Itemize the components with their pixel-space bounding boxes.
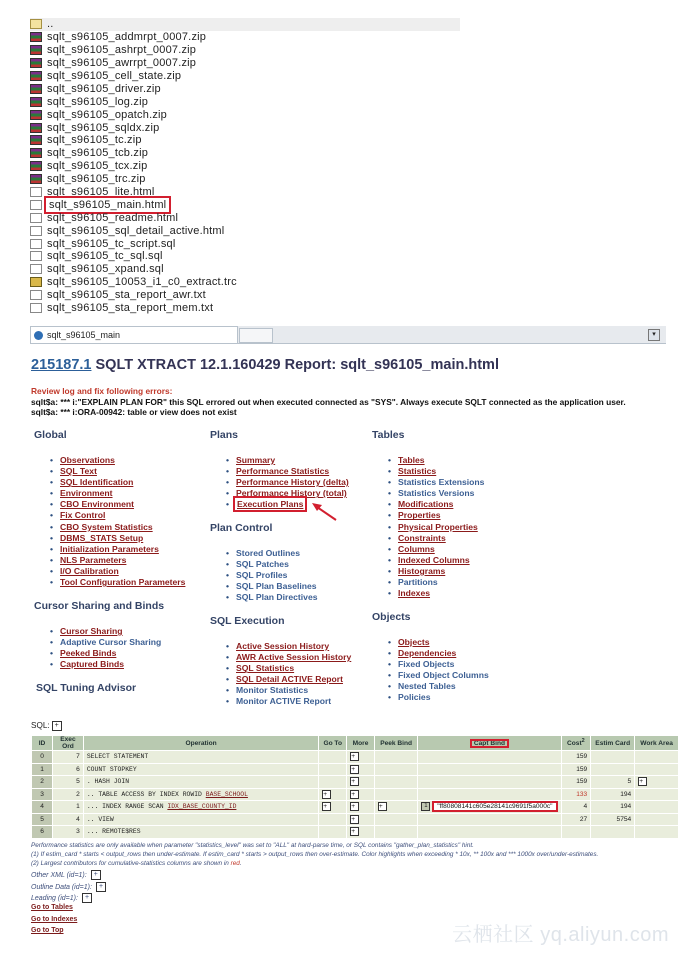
sql-file-icon bbox=[30, 239, 42, 249]
txt-file-icon bbox=[30, 290, 42, 300]
report-nav-link: • SQL Plan Baselines bbox=[236, 581, 318, 592]
report-nav-link[interactable]: • Statistics bbox=[398, 466, 484, 477]
expand-icon[interactable]: + bbox=[350, 815, 359, 824]
zip-file-icon bbox=[30, 123, 42, 133]
file-name: sqlt_s96105_10053_i1_c0_extract.trc bbox=[47, 276, 237, 289]
report-nav-link[interactable]: • Captured Binds bbox=[60, 659, 164, 670]
file-name: sqlt_s96105_tcx.zip bbox=[47, 160, 148, 173]
more-cell bbox=[347, 751, 375, 764]
report-nav-link[interactable]: • Dependencies bbox=[398, 648, 489, 659]
file-row[interactable] bbox=[30, 31, 460, 44]
plan-id-cell: 2 bbox=[32, 776, 53, 789]
report-nav-link: • Monitor Statistics bbox=[236, 685, 351, 696]
file-name: sqlt_s96105_addmrpt_0007.zip bbox=[47, 31, 207, 44]
capt-bind-cell bbox=[418, 826, 561, 839]
leading-row: Leading (id=1): + bbox=[31, 893, 106, 905]
zip-file-icon bbox=[30, 32, 42, 42]
more-cell bbox=[347, 776, 375, 789]
file-name: sqlt_s96105_sql_detail_active.html bbox=[47, 224, 225, 237]
html-file-icon bbox=[30, 226, 42, 236]
report-nav-link: • Policies bbox=[398, 692, 489, 703]
doc-id-link[interactable]: 215187.1 bbox=[31, 357, 92, 373]
file-row[interactable] bbox=[30, 57, 460, 70]
operation-cell: .. VIEW bbox=[83, 813, 318, 826]
exec-order-cell: 5 bbox=[53, 776, 84, 789]
zip-file-icon bbox=[30, 110, 42, 120]
table-row bbox=[32, 763, 679, 776]
capt-bind-cell bbox=[418, 813, 561, 826]
file-row[interactable] bbox=[30, 18, 460, 31]
file-name: sqlt_s96105_tc.zip bbox=[47, 134, 142, 147]
report-nav-link: • SQL Patches bbox=[236, 559, 318, 570]
tables-section bbox=[372, 429, 484, 599]
zip-file-icon bbox=[30, 84, 42, 94]
operation-cell: SELECT STATEMENT bbox=[83, 751, 318, 764]
sql-file-icon bbox=[30, 251, 42, 261]
work-area-cell bbox=[635, 826, 679, 839]
sql-label: SQL: bbox=[31, 721, 50, 731]
report-nav-link[interactable]: • Constraints bbox=[398, 533, 484, 544]
file-row[interactable] bbox=[30, 237, 460, 250]
report-nav-link: • Fixed Object Columns bbox=[398, 670, 489, 681]
zip-file-icon bbox=[30, 161, 42, 171]
goto-indexes-link[interactable]: Go to Indexes bbox=[31, 915, 78, 923]
annotation-arrow-icon bbox=[310, 500, 338, 522]
column-header: Operation bbox=[83, 736, 318, 751]
file-name: sqlt_s96105_tc_sql.sql bbox=[47, 250, 163, 263]
expand-icon[interactable]: + bbox=[350, 790, 359, 799]
file-name: sqlt_s96105_opatch.zip bbox=[47, 108, 167, 121]
estim-card-cell: 5 bbox=[591, 776, 635, 789]
file-row[interactable] bbox=[30, 263, 460, 276]
report-nav-link[interactable]: • SQL Identification bbox=[60, 477, 185, 488]
table-row bbox=[32, 801, 679, 814]
report-nav-link: • Adaptive Cursor Sharing bbox=[60, 637, 164, 648]
report-nav-link[interactable]: • Histograms bbox=[398, 566, 484, 577]
zip-file-icon bbox=[30, 174, 42, 184]
table-row bbox=[32, 751, 679, 764]
estim-card-cell bbox=[591, 751, 635, 764]
sql-label-row bbox=[31, 721, 62, 731]
zip-file-icon bbox=[30, 148, 42, 158]
error-line: sqlt$a: *** i:"EXPLAIN PLAN FOR" this SQL errored out when executed connected as "SYS". Always execute SQLT connected as the application user. bbox=[31, 396, 626, 407]
objects-section bbox=[372, 611, 489, 704]
file-row[interactable] bbox=[30, 134, 460, 147]
cost-cell: 159 bbox=[561, 763, 591, 776]
file-row[interactable] bbox=[30, 198, 460, 211]
report-nav-link[interactable]: • Objects bbox=[398, 637, 489, 648]
peek-bind-cell bbox=[374, 813, 417, 826]
peek-bind-cell bbox=[374, 751, 417, 764]
capt-bind-cell bbox=[418, 788, 561, 801]
sql-execution-section bbox=[210, 615, 351, 708]
report-nav-link[interactable]: • Fix Control bbox=[60, 510, 185, 521]
file-name: sqlt_s96105_main.html bbox=[49, 198, 167, 211]
file-row[interactable] bbox=[30, 289, 460, 302]
expand-icon[interactable]: + bbox=[82, 893, 92, 903]
report-nav-link[interactable]: • CBO System Statistics bbox=[60, 522, 185, 533]
more-cell bbox=[347, 763, 375, 776]
file-row[interactable] bbox=[30, 121, 460, 134]
file-row[interactable] bbox=[30, 276, 460, 289]
expand-icon[interactable]: + bbox=[350, 802, 359, 811]
cursor-section bbox=[34, 600, 164, 670]
peek-bind-cell bbox=[374, 776, 417, 789]
file-row[interactable] bbox=[30, 173, 460, 186]
file-name: sqlt_s96105_sta_report_awr.txt bbox=[47, 289, 206, 302]
cost-cell: 4 bbox=[561, 801, 591, 814]
goto-top-link[interactable]: Go to Top bbox=[31, 927, 64, 934]
new-tab-button[interactable] bbox=[239, 328, 273, 343]
plan-id-cell: 3 bbox=[32, 788, 53, 801]
peek-bind-cell bbox=[374, 801, 417, 814]
column-header: Capt Bind bbox=[418, 736, 561, 751]
plan-control-list bbox=[210, 548, 318, 603]
file-row[interactable] bbox=[30, 70, 460, 83]
report-title-text: SQLT XTRACT 12.1.160429 Report: sqlt_s96105_main.html bbox=[91, 357, 499, 373]
execution-plan-table bbox=[31, 735, 679, 839]
capt-bind-cell bbox=[418, 801, 561, 814]
file-name: sqlt_s96105_tcb.zip bbox=[47, 147, 149, 160]
work-area-cell bbox=[635, 751, 679, 764]
expand-icon[interactable]: + bbox=[322, 790, 331, 799]
expand-icon[interactable]: + bbox=[350, 765, 359, 774]
section-title: Global bbox=[34, 429, 67, 441]
global-list bbox=[34, 455, 185, 588]
exec-order-cell: 6 bbox=[53, 763, 84, 776]
txt-file-icon bbox=[30, 303, 42, 313]
report-nav-link[interactable]: • Physical Properties bbox=[398, 522, 484, 533]
file-row[interactable] bbox=[30, 302, 460, 315]
capt-bind-cell bbox=[418, 751, 561, 764]
html-file-icon bbox=[30, 200, 42, 210]
outline-data-row: Outline Data (id=1): + bbox=[31, 882, 106, 894]
file-row[interactable] bbox=[30, 160, 460, 173]
file-name: sqlt_s96105_cell_state.zip bbox=[47, 70, 182, 82]
note-line: (1) If estim_card * starts < output_rows then under-estimate. If estim_card * starts > output_rows then over-estimate. Color highlights when exceeding * 10x, ** 100x and *** 1000x over/under-estimates. bbox=[31, 851, 599, 858]
report-nav-link[interactable]: • SQL Detail ACTIVE Report bbox=[236, 674, 351, 685]
expand-icon[interactable]: + bbox=[96, 882, 106, 892]
file-row[interactable] bbox=[30, 250, 460, 263]
report-nav-link: • Statistics Extensions bbox=[398, 477, 484, 488]
operation-cell: ... INDEX RANGE SCAN IDX_BASE_COUNTY_ID bbox=[83, 801, 318, 814]
table-row bbox=[32, 813, 679, 826]
work-area-cell bbox=[635, 776, 679, 789]
section-title: Cursor Sharing and Binds bbox=[34, 600, 165, 612]
column-header: ID bbox=[32, 736, 53, 751]
report-nav-link[interactable]: • I/O Calibration bbox=[60, 566, 185, 577]
file-name: sqlt_s96105_log.zip bbox=[47, 95, 149, 108]
bind-position: 1 bbox=[421, 802, 430, 811]
report-nav-link[interactable]: • DBMS_STATS Setup bbox=[60, 533, 185, 544]
plan-notes bbox=[31, 841, 671, 868]
peek-bind-cell bbox=[374, 826, 417, 839]
goto-cell bbox=[319, 813, 347, 826]
note-line: (2) Largest contributors for cumulative-statistics columns are shown in red. bbox=[31, 860, 242, 867]
file-name: sqlt_s96105_sqldx.zip bbox=[47, 121, 160, 134]
cost-cell: 27 bbox=[561, 813, 591, 826]
goto-links bbox=[31, 902, 77, 937]
goto-cell bbox=[319, 801, 347, 814]
sql-file-icon bbox=[30, 264, 42, 274]
report-nav-link[interactable]: • Observations bbox=[60, 455, 185, 466]
section-title: Plans bbox=[210, 429, 239, 441]
cost-cell: 159 bbox=[561, 751, 591, 764]
report-nav-link[interactable]: • Properties bbox=[398, 510, 484, 521]
report-nav-link[interactable]: • Cursor Sharing bbox=[60, 626, 164, 637]
file-name: sqlt_s96105_ashrpt_0007.zip bbox=[47, 44, 197, 57]
column-header: Exec Ord bbox=[53, 736, 84, 751]
table-row bbox=[32, 776, 679, 789]
section-title: SQL Execution bbox=[210, 615, 285, 627]
operation-cell: ... REMOTE$RES bbox=[83, 826, 318, 839]
report-nav-link[interactable]: • Execution Plans bbox=[236, 499, 349, 510]
trc-file-icon bbox=[30, 277, 42, 287]
goto-cell bbox=[319, 751, 347, 764]
capt-bind-cell bbox=[418, 763, 561, 776]
report-nav-link: • SQL Profiles bbox=[236, 570, 318, 581]
file-name: sqlt_s96105_lite.html bbox=[47, 186, 155, 199]
report-nav-link[interactable]: • Environment bbox=[60, 488, 185, 499]
estim-card-cell bbox=[591, 826, 635, 839]
file-row[interactable] bbox=[30, 186, 460, 199]
report-nav-link[interactable]: • Peeked Binds bbox=[60, 648, 164, 659]
expand-icon[interactable]: + bbox=[322, 802, 331, 811]
exec-order-cell: 7 bbox=[53, 751, 84, 764]
report-nav-link: • Nested Tables bbox=[398, 681, 489, 692]
report-nav-link[interactable]: • Performance History (delta) bbox=[236, 477, 349, 488]
report-nav-link[interactable]: • Performance History (total) bbox=[236, 488, 349, 499]
estim-card-cell: 194 bbox=[591, 801, 635, 814]
expand-icon[interactable]: + bbox=[378, 802, 387, 811]
capt-bind-cell bbox=[418, 776, 561, 789]
exec-order-cell: 3 bbox=[53, 826, 84, 839]
expand-icon[interactable]: + bbox=[350, 827, 359, 836]
file-name: sqlt_s96105_xpand.sql bbox=[47, 263, 164, 276]
zip-file-icon bbox=[30, 45, 42, 55]
plan-control-section bbox=[210, 522, 318, 603]
plan-id-cell: 6 bbox=[32, 826, 53, 839]
report-nav-link[interactable]: • SQL Text bbox=[60, 466, 185, 477]
more-cell bbox=[347, 801, 375, 814]
other-xml-row: Other XML (id=1): + bbox=[31, 870, 106, 882]
table-row bbox=[32, 788, 679, 801]
file-name: .. bbox=[47, 18, 54, 31]
file-row[interactable] bbox=[30, 224, 460, 237]
work-area-cell bbox=[635, 813, 679, 826]
goto-tables-link[interactable]: Go to Tables bbox=[31, 904, 73, 911]
report-nav-link: • Stored Outlines bbox=[236, 548, 318, 559]
file-row[interactable] bbox=[30, 147, 460, 160]
column-header: Go To bbox=[319, 736, 347, 751]
report-nav-link: • Statistics Versions bbox=[398, 488, 484, 499]
zip-file-icon bbox=[30, 58, 42, 68]
file-name: sqlt_s96105_awrrpt_0007.zip bbox=[47, 57, 197, 70]
zip-file-icon bbox=[30, 97, 42, 107]
goto-cell bbox=[319, 788, 347, 801]
cost-cell: 159 bbox=[561, 776, 591, 789]
file-row[interactable] bbox=[30, 82, 460, 95]
column-header: Peek Bind bbox=[374, 736, 417, 751]
sql-execution-list bbox=[210, 641, 351, 708]
exec-order-cell: 1 bbox=[53, 801, 84, 814]
report-nav-link: • Partitions bbox=[398, 577, 484, 588]
ie-page-icon bbox=[34, 331, 43, 340]
note-line: Performance statistics are only available when parameter "statistics_level" was set to "ALL" at hard-parse time, or SQL contains "gather_plan_statistics" hint. bbox=[31, 842, 474, 849]
report-nav-link[interactable]: • Tables bbox=[398, 455, 484, 466]
tuning-section bbox=[36, 682, 136, 694]
work-area-cell bbox=[635, 788, 679, 801]
expand-icon[interactable]: + bbox=[350, 777, 359, 786]
html-file-icon bbox=[30, 187, 42, 197]
expand-icon[interactable]: + bbox=[91, 870, 101, 880]
plan-id-cell: 1 bbox=[32, 763, 53, 776]
expand-icon[interactable]: + bbox=[638, 777, 647, 786]
plan-id-cell: 4 bbox=[32, 801, 53, 814]
peek-bind-cell bbox=[374, 788, 417, 801]
goto-cell bbox=[319, 776, 347, 789]
report-nav-link[interactable]: • Initialization Parameters bbox=[60, 544, 185, 555]
tab-tools-icon[interactable]: ▾ bbox=[648, 329, 660, 341]
browser-tab-strip bbox=[30, 326, 666, 344]
plans-section bbox=[210, 429, 349, 510]
report-nav-link[interactable]: • Indexes bbox=[398, 588, 484, 599]
column-header: Estim Card bbox=[591, 736, 635, 751]
work-area-cell bbox=[635, 801, 679, 814]
file-list bbox=[30, 18, 460, 314]
file-name: sqlt_s96105_driver.zip bbox=[47, 82, 161, 95]
report-title bbox=[31, 357, 499, 373]
cursor-list bbox=[34, 626, 164, 670]
report-nav-link: • Fixed Objects bbox=[398, 659, 489, 670]
section-title: SQL Tuning Advisor bbox=[36, 682, 137, 694]
expand-icon[interactable]: + bbox=[52, 721, 62, 731]
work-area-cell bbox=[635, 763, 679, 776]
captured-bind-value: "ff80808141c605e28141c9691f5a000c" bbox=[432, 801, 557, 812]
zip-file-icon bbox=[30, 135, 42, 145]
estim-card-cell: 194 bbox=[591, 788, 635, 801]
error-panel bbox=[31, 386, 626, 418]
file-row[interactable] bbox=[30, 108, 460, 121]
goto-cell bbox=[319, 763, 347, 776]
report-nav-link[interactable]: • Columns bbox=[398, 544, 484, 555]
report-nav-link[interactable]: • Modifications bbox=[398, 499, 484, 510]
tab-title: sqlt_s96105_main bbox=[47, 330, 121, 340]
goto-cell bbox=[319, 826, 347, 839]
report-nav-link: • Monitor ACTIVE Report bbox=[236, 696, 351, 707]
report-nav-link[interactable]: • CBO Environment bbox=[60, 499, 185, 510]
file-row[interactable] bbox=[30, 211, 460, 224]
zip-file-icon bbox=[30, 71, 42, 81]
report-nav-link[interactable]: • AWR Active Session History bbox=[236, 652, 351, 663]
cost-cell bbox=[561, 826, 591, 839]
column-header: More bbox=[347, 736, 375, 751]
section-title: Objects bbox=[372, 611, 411, 623]
errors-title: Review log and fix following errors: bbox=[31, 386, 173, 396]
file-row[interactable] bbox=[30, 95, 460, 108]
report-nav-link[interactable]: • Summary bbox=[236, 455, 349, 466]
estim-card-cell: 5754 bbox=[591, 813, 635, 826]
report-nav-link[interactable]: • NLS Parameters bbox=[60, 555, 185, 566]
operation-cell: COUNT STOPKEY bbox=[83, 763, 318, 776]
table-row bbox=[32, 826, 679, 839]
estim-card-cell bbox=[591, 763, 635, 776]
objects-list bbox=[372, 637, 489, 704]
report-nav-link: • SQL Plan Directives bbox=[236, 592, 318, 603]
column-header: Work Area bbox=[635, 736, 679, 751]
watermark: 云栖社区 yq.aliyun.com bbox=[452, 924, 669, 946]
peek-bind-cell bbox=[374, 763, 417, 776]
html-file-icon bbox=[30, 213, 42, 223]
cost-cell: 133 bbox=[561, 788, 591, 801]
plan-extras bbox=[31, 870, 106, 905]
up-file-icon bbox=[30, 19, 42, 29]
plan-id-cell: 5 bbox=[32, 813, 53, 826]
exec-order-cell: 2 bbox=[53, 788, 84, 801]
tables-list bbox=[372, 455, 484, 599]
column-header: Cost$^2$ bbox=[561, 736, 591, 751]
report-nav-link[interactable]: • Tool Configuration Parameters bbox=[60, 577, 185, 588]
report-nav-link[interactable]: • Indexed Columns bbox=[398, 555, 484, 566]
plan-id-cell: 0 bbox=[32, 751, 53, 764]
report-nav-link[interactable]: • Performance Statistics bbox=[236, 466, 349, 477]
section-title: Plan Control bbox=[210, 522, 273, 534]
file-name: sqlt_s96105_tc_script.sql bbox=[47, 237, 176, 250]
exec-order-cell: 4 bbox=[53, 813, 84, 826]
more-cell bbox=[347, 826, 375, 839]
file-name: sqlt_s96105_readme.html bbox=[47, 211, 179, 224]
more-cell bbox=[347, 788, 375, 801]
more-cell bbox=[347, 813, 375, 826]
browser-tab[interactable] bbox=[30, 326, 238, 343]
operation-cell: .. TABLE ACCESS BY INDEX ROWID BASE_SCHOOL bbox=[83, 788, 318, 801]
file-row[interactable] bbox=[30, 44, 460, 57]
section-title: Tables bbox=[372, 429, 405, 441]
operation-cell: . HASH JOIN bbox=[83, 776, 318, 789]
error-line: sqlt$a: *** i:ORA-00942: table or view does not exist bbox=[31, 407, 237, 417]
report-nav-link[interactable]: • Active Session History bbox=[236, 641, 351, 652]
report-nav-link[interactable]: • SQL Statistics bbox=[236, 663, 351, 674]
file-name: sqlt_s96105_sta_report_mem.txt bbox=[47, 302, 214, 315]
file-name: sqlt_s96105_trc.zip bbox=[47, 173, 146, 186]
expand-icon[interactable]: + bbox=[350, 752, 359, 761]
global-section bbox=[34, 429, 185, 588]
